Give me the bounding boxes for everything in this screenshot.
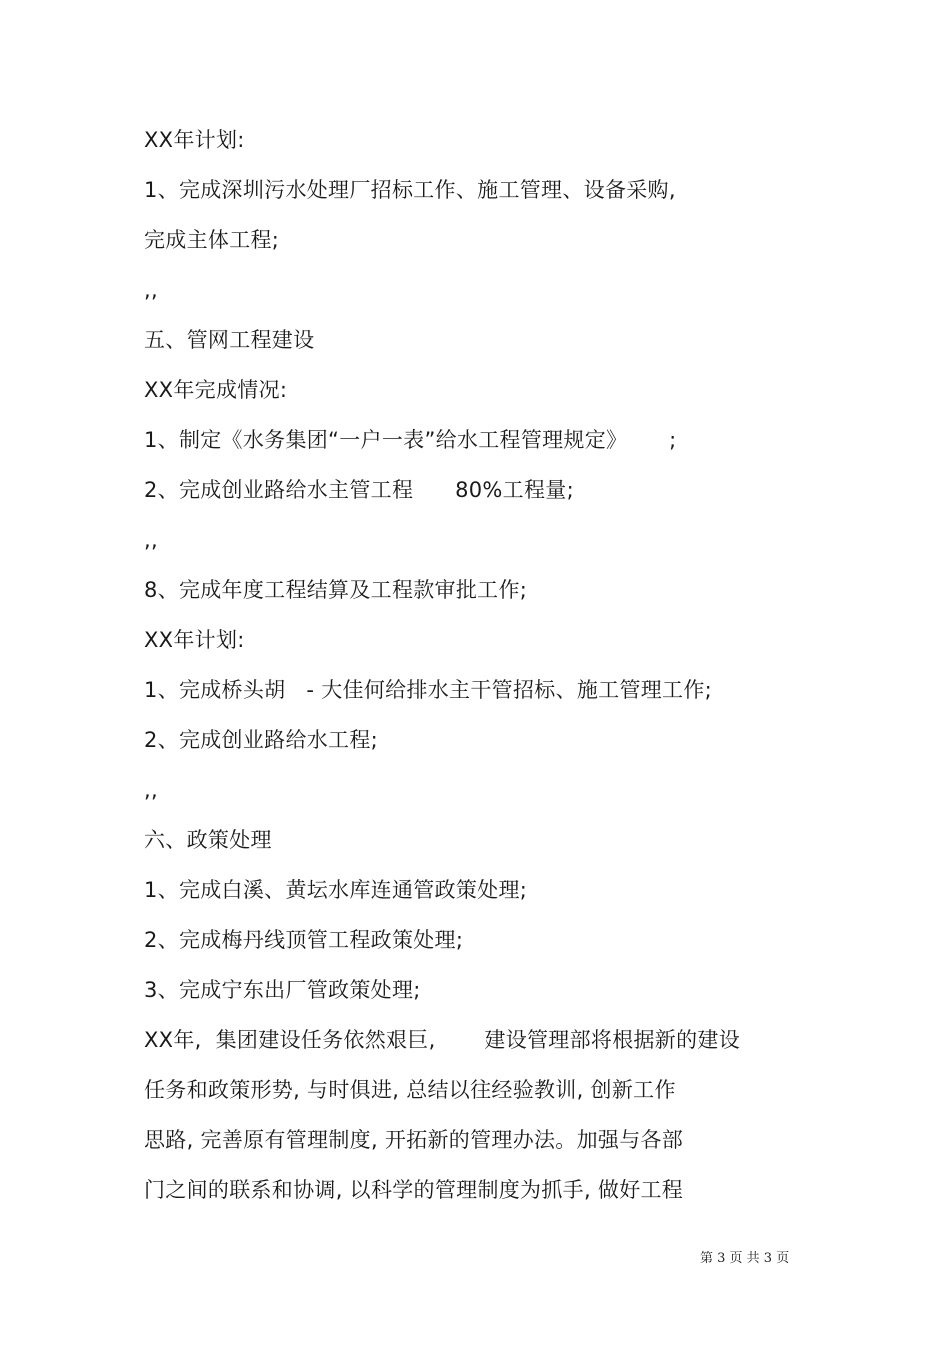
text-line: ,,: [144, 528, 158, 552]
section-heading: 六、政策处理: [144, 828, 272, 852]
text-line: 1、完成桥头胡 - 大佳何给排水主干管招标、施工管理工作;: [144, 678, 713, 702]
text-line: 1、完成白溪、黄坛水库连通管政策处理;: [144, 878, 528, 902]
paragraph-line: XX年, 集团建设任务依然艰巨, 建设管理部将根据新的建设: [144, 1028, 740, 1052]
paragraph-line: 任务和政策形势, 与时俱进, 总结以往经验教训, 创新工作: [144, 1078, 676, 1102]
text-line: 3、完成宁东出厂管政策处理;: [144, 978, 421, 1002]
paragraph-line: 门之间的联系和协调, 以科学的管理制度为抓手, 做好工程: [144, 1178, 684, 1202]
page-number-footer: 第 3 页 共 3 页: [700, 1251, 790, 1266]
text-line: 2、完成梅丹线顶管工程政策处理;: [144, 928, 464, 952]
text-line: 1、完成深圳污水处理厂招标工作、施工管理、设备采购,: [144, 178, 676, 202]
text-line: 2、完成创业路给水主管工程 80%工程量;: [144, 478, 574, 502]
paragraph-line: 思路, 完善原有管理制度, 开拓新的管理办法。加强与各部: [144, 1128, 684, 1152]
text-line: 8、完成年度工程结算及工程款审批工作;: [144, 578, 528, 602]
text-line: ,,: [144, 778, 158, 802]
text-line: XX年计划:: [144, 128, 245, 152]
text-line: XX年计划:: [144, 628, 245, 652]
section-heading: 五、管网工程建设: [144, 328, 315, 352]
text-line: ,,: [144, 278, 158, 302]
text-line: 完成主体工程;: [144, 228, 280, 252]
text-line: 2、完成创业路给水工程;: [144, 728, 379, 752]
text-line: XX年完成情况:: [144, 378, 288, 402]
text-line: 1、制定《水务集团“一户一表”给水工程管理规定》 ;: [144, 428, 677, 452]
